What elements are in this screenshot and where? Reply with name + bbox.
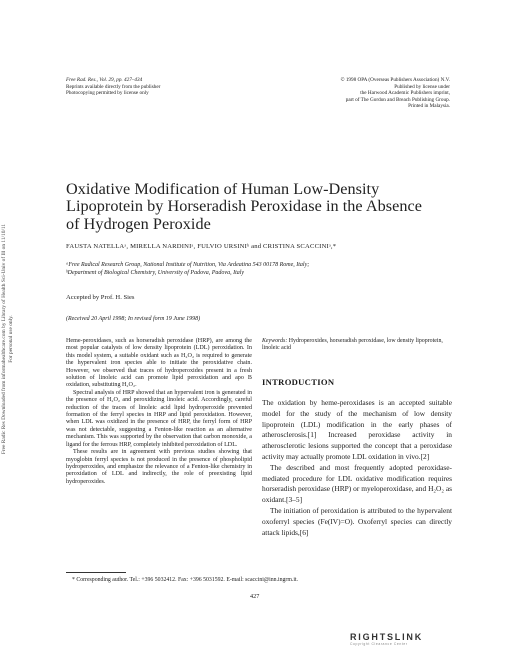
publisher-group-line: part of The Gordon and Breach Publishing Group. <box>345 96 450 103</box>
introduction-body <box>262 398 452 538</box>
affiliations <box>66 262 466 277</box>
keywords-text: Hydroperoxides, horseradish peroxidase, low density lipoprotein, linoleic acid <box>262 338 443 352</box>
rightslink-tagline: Copyright Clearance Center <box>350 642 408 646</box>
rightslink-logo <box>350 632 450 652</box>
keywords-label: Keywords: <box>262 338 288 344</box>
page-number: 427 <box>250 593 260 600</box>
download-notice-line: Free Radic Res Downloaded from informahealthcare.com by Library of Health Sci-Univ of Ill on 11/10/11 <box>1 223 7 455</box>
title-line: Oxidative Modification of Human Low-Density <box>66 180 380 198</box>
download-notice-sidebar <box>1 209 19 469</box>
corresponding-author-footnote: * Corresponding author. Tel.: +396 5032412. Fax: +396 5031592. E-mail: scaccini@inn.ingrm.it. <box>72 577 298 583</box>
title-line: Lipoprotein by Horseradish Peroxidase in the Absence <box>66 197 422 216</box>
affiliation-b: ᵇDepartment of Biological Chemistry, University of Padova, Padova, Italy <box>66 269 245 276</box>
keywords <box>262 338 452 352</box>
affiliation-a: ᵃFree Radical Research Group, National Institute of Nutrition, Via Ardeatina 543 00178 Rome, Italy; <box>66 262 310 268</box>
article-title <box>66 181 466 233</box>
copyright-line: © 1998 OPA (Overseas Publishers Association) N.V. <box>340 77 450 83</box>
journal-citation: Free Rad. Res., Vol. 29, pp. 427–434 <box>66 77 143 83</box>
journal-citation-block <box>66 77 236 97</box>
abstract-paragraph: These results are in agreement with previous studies showing that myoglobin ferryl species is not produced in the presence of phospholipid hydroperoxides, and emphasize the relevance of a Fenton-like chemistry in peroxidation of LDL and indirectly, the role of preexisting lipid hydroperoxides. <box>66 449 252 485</box>
imprint-line: the Harwood Academic Publishers imprint, <box>360 90 450 97</box>
abstract-paragraph: Spectral analysis of HRP showed that an hypervalent iron is generated in the presence of H₂O₂ and peroxidizing linoleic acid. Accordingly, careful reduction of the traces of linoleic acid lipid hydroperoxide prevented formation of the ferryl species in HRP and lipid peroxidation. However, when LDL was oxidized in the presence of HRP, the ferryl form of HRP was not detectable, suggesting a Fenton-like reaction as an alternative mechanism. This was supported by the observation that carbon monoxide, a ligand for the ferrous HRP, completely inhibited peroxidation of LDL. <box>66 389 252 448</box>
abstract-paragraph: Heme-peroxidases, such as horseradish peroxidase (HRP), are among the most popular catalysts of low density lipoprotein (LDL) peroxidation. In this model system, a suitable oxidant such as H₂O₂ is required to generate the hypervalent iron species able to initiate the peroxidative chain. However, we observed that traces of hydroperoxides present in a fresh solution of linoleic acid can promote lipid peroxidation and apo B oxidation, substituting H₂O₂. <box>66 338 252 389</box>
accepted-by: Accepted by Prof. H. Sies <box>66 294 135 301</box>
footnote-rule <box>66 572 126 573</box>
reprints-note: Reprints available directly from the publisher <box>66 83 161 90</box>
received-dates: (Received 20 April 1998; In revised form 19 June 1998) <box>66 316 201 322</box>
copyright-block <box>300 77 450 110</box>
personal-use-notice: For personal use only. <box>8 315 14 363</box>
introduction-heading: INTRODUCTION <box>262 377 335 387</box>
author-list: FAUSTA NATELLAᵃ, MIRELLA NARDINIᵃ, FULVIO URSINIᵇ and CRISTINA SCACCINIᵃ,* <box>66 243 337 250</box>
printed-in-line: Printed in Malaysia. <box>408 103 450 110</box>
title-line: of Hydrogen Peroxide <box>66 214 211 233</box>
intro-paragraph: The initiation of peroxidation is attributed to the hypervalent oxoferryl species (Fe(IV)=O). Oxoferryl species can directly attack lipids,[6] <box>262 505 452 537</box>
license-line: Published by license under <box>394 83 450 90</box>
abstract <box>66 338 252 486</box>
intro-paragraph: The oxidation by heme-peroxidases is an accepted suitable model for the study of the mechanism of low density lipoprotein (LDL) modification in the early phases of atherosclerosis.[1] Increased peroxidase activity in atherosclerotic lesions supported the concept that a peroxidase activity may actually promote LDL oxidation in vivo.[2] <box>262 398 452 461</box>
rightslink-wordmark: RIGHTSLINK <box>350 632 423 642</box>
intro-paragraph: The described and most frequently adopted peroxidase-mediated procedure for LDL oxidative modification requires horseradish peroxidase (HRP) or myeloperoxidase, and H₂O₂ as oxidant.[3–5] <box>262 462 452 505</box>
photocopy-note: Photocopying permitted by license only <box>66 90 149 97</box>
